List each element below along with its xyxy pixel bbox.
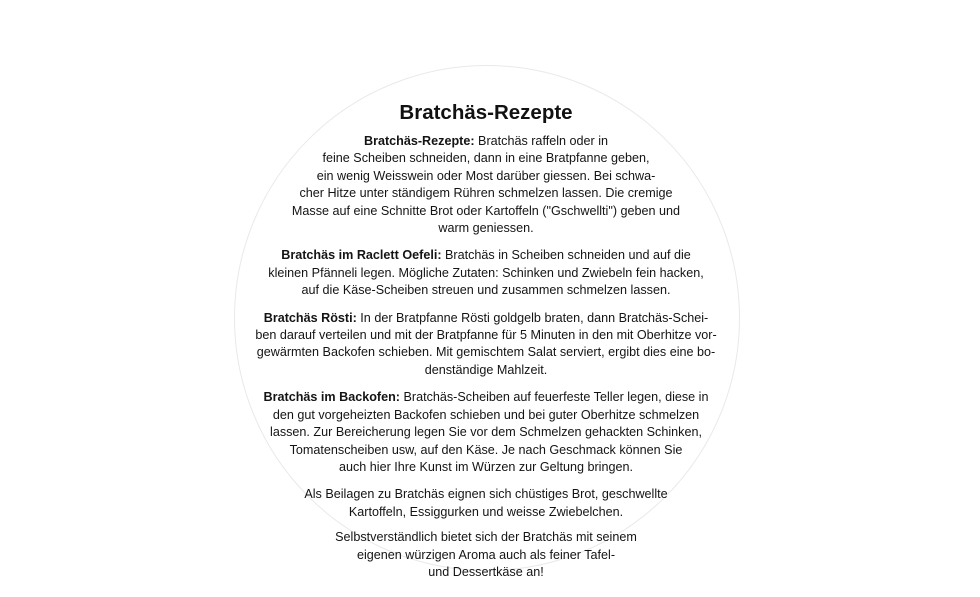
- text-line: Als Beilagen zu Bratchäs eignen sich chüstiges Brot, geschwellte: [304, 487, 668, 502]
- text-line-part: In der Bratpfanne Rösti goldgelb braten, dann Bratchäs-Schei-: [356, 310, 709, 325]
- text-line: Kartoffeln, Essiggurken und weisse Zwiebelchen.: [348, 504, 624, 519]
- paragraph-lead: Bratchäs Rösti:: [263, 310, 357, 325]
- text-line-part: Bratchäs raffeln oder in: [474, 134, 609, 148]
- text-line: warm geniessen.: [438, 221, 534, 236]
- text-line: auch hier Ihre Kunst im Würzen zur Geltung bringen.: [339, 459, 633, 474]
- text-line: eigenen würzigen Aroma auch als feiner Tafel-: [356, 547, 616, 562]
- text-line-part: Bratchäs-Scheiben auf feuerfeste Teller legen, diese in: [399, 390, 709, 405]
- paragraph-bratchaes-rezepte: [250, 133, 722, 237]
- paragraph-raclett-oefeli: [250, 247, 722, 299]
- paragraph-lead: Bratchäs im Raclett Oefeli:: [281, 248, 442, 263]
- text-line: den gut vorgeheizten Backofen schieben und bei guter Oberhitze schmelzen: [272, 407, 700, 422]
- paragraph-lead: Bratchäs im Backofen:: [263, 390, 400, 405]
- text-line: kleinen Pfänneli legen. Mögliche Zutaten: Schinken und Zwiebeln fein hacken,: [268, 265, 704, 280]
- text-line: feine Scheiben schneiden, dann in eine Bratpfanne geben,: [322, 151, 650, 166]
- paragraph-backofen: [250, 389, 722, 476]
- text-line: auf die Käse-Scheiben streuen und zusammen schmelzen lassen.: [301, 283, 671, 298]
- text-line: Selbstverständlich bietet sich der Bratchäs mit seinem: [335, 530, 637, 545]
- text-line: [250, 133, 722, 150]
- text-line: Masse auf eine Schnitte Brot oder Kartoffeln ("Gschwellti") geben und: [291, 203, 681, 218]
- text-line: denständige Mahlzeit.: [424, 362, 548, 377]
- text-line: [250, 389, 722, 406]
- paragraph-lead: Bratchäs-Rezepte:: [363, 134, 475, 148]
- text-line: [250, 310, 722, 327]
- paragraph-dessertkaese: [250, 529, 722, 581]
- text-line: ein wenig Weisswein oder Most darüber giessen. Bei schwa-: [316, 168, 656, 183]
- text-line-part: Bratchäs in Scheiben schneiden und auf die: [441, 248, 691, 263]
- text-line: gewärmten Backofen schieben. Mit gemischtem Salat serviert, ergibt dies eine bo-: [256, 345, 716, 360]
- text-line: [250, 247, 722, 264]
- paragraph-roesti: [250, 310, 722, 380]
- recipe-text: [250, 100, 722, 591]
- text-line: und Dessertkäse an!: [428, 564, 544, 579]
- text-line: Tomatenscheiben usw, auf den Käse. Je nach Geschmack können Sie: [289, 442, 683, 457]
- text-line: ben darauf verteilen und mit der Bratpfanne für 5 Minuten in den mit Oberhitze vor-: [255, 328, 717, 343]
- page-title: Bratchäs-Rezepte: [399, 101, 573, 124]
- paragraph-beilagen: [250, 486, 722, 521]
- text-line: cher Hitze unter ständigem Rühren schmelzen lassen. Die cremige: [299, 186, 673, 201]
- text-line: lassen. Zur Bereicherung legen Sie vor dem Schmelzen gehackten Schinken,: [270, 425, 702, 440]
